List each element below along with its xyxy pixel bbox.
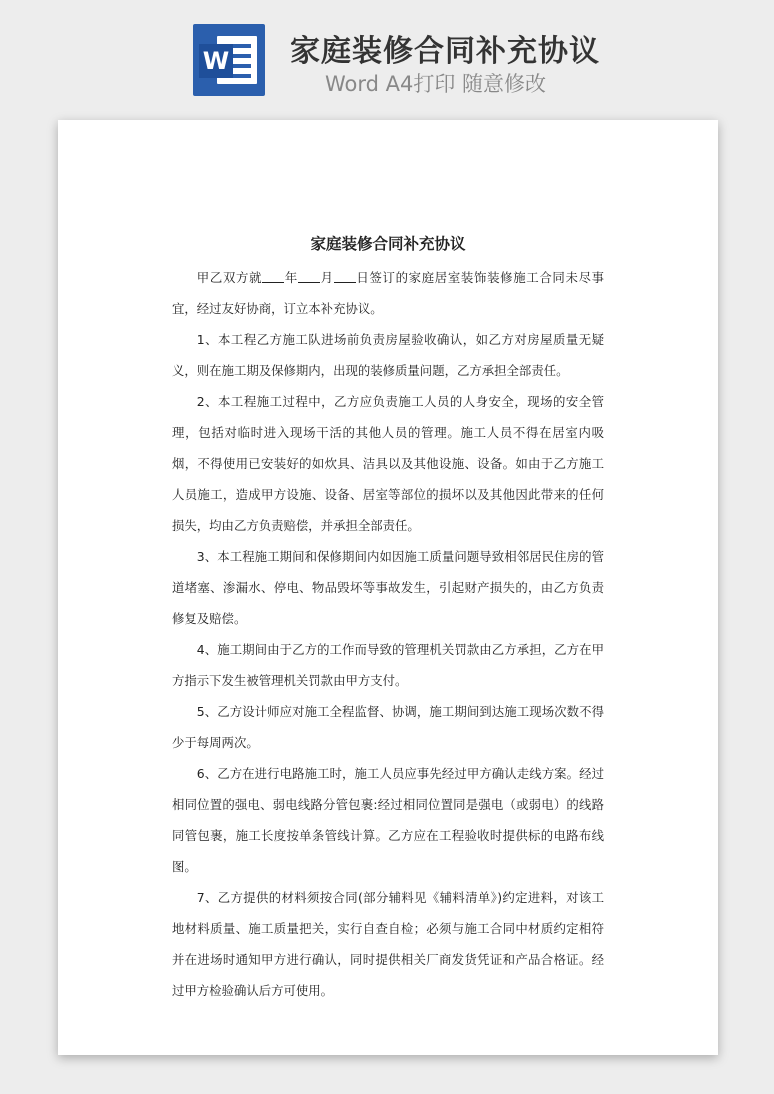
clause-paragraph: 3、本工程施工期间和保修期间内如因施工质量问题导致相邻居民住房的管道堵塞、渗漏水、停电、物品毁坏等事故发生，引起财产损失的，由乙方负责修复及赔偿。 (172, 549, 604, 626)
intro-text: 日签订的家庭居室装饰装修施工合同未尽事宜，经过友好协商，订立本补充协议。 (172, 270, 605, 316)
clause-paragraph: 2、本工程施工过程中，乙方应负责施工人员的人身安全，现场的安全管理，包括对临时进入现场干活的其他人员的管理。施工人员不得在居室内吸烟，不得使用已安装好的如炊具、洁具以及其他设施、设备。如由于乙方施工人员施工，造成甲方设施、设备、居室等部位的损坏以及其他因此带来的任何损失，均由乙方负责赔偿，并承担全部责任。 (172, 394, 604, 533)
clause-paragraph: 6、乙方在进行电路施工时，施工人员应事先经过甲方确认走线方案。经过相同位置的强电、弱电线路分管包裹:经过相同位置同是强电（或弱电）的线路同管包裹，施工长度按单条管线计算。乙方应在工程验收时提供标的电路布线图。 (172, 766, 604, 874)
word-doc-icon (193, 24, 265, 96)
icon-letter: W (199, 44, 233, 78)
intro-paragraph (172, 262, 604, 324)
document-body (172, 262, 604, 1006)
date-blank (262, 270, 284, 283)
intro-text: 年 (284, 270, 298, 285)
clause-paragraph: 4、施工期间由于乙方的工作而导致的管理机关罚款由乙方承担，乙方在甲方指示下发生被管理机关罚款由甲方支付。 (172, 642, 604, 688)
clause-paragraph: 5、乙方设计师应对施工全程监督、协调，施工期间到达施工现场次数不得少于每周两次。 (172, 704, 604, 750)
intro-text: 甲乙双方就 (196, 270, 263, 285)
banner-subtitle: Word A4打印 随意修改 (325, 72, 547, 96)
document-title: 家庭装修合同补充协议 (310, 235, 466, 253)
banner-title: 家庭装修合同补充协议 (290, 34, 600, 69)
clause-paragraph: 1、本工程乙方施工队进场前负责房屋验收确认，如乙方对房屋质量无疑义，则在施工期及保修期内，出现的装修质量问题，乙方承担全部责任。 (172, 332, 604, 378)
date-blank (334, 270, 356, 283)
clause-paragraph: 7、乙方提供的材料须按合同(部分辅料见《辅料清单》)约定进料，对该工地材料质量、施工质量把关，实行自查自检；必须与施工合同中材质约定相符并在进场时通知甲方进行确认，同时提供相关厂商发货凭证和产品合格证。经过甲方检验确认后方可使用。 (172, 890, 604, 998)
header-banner (0, 0, 774, 110)
document-page (58, 120, 718, 1055)
date-blank (298, 270, 320, 283)
intro-text: 月 (319, 270, 334, 285)
